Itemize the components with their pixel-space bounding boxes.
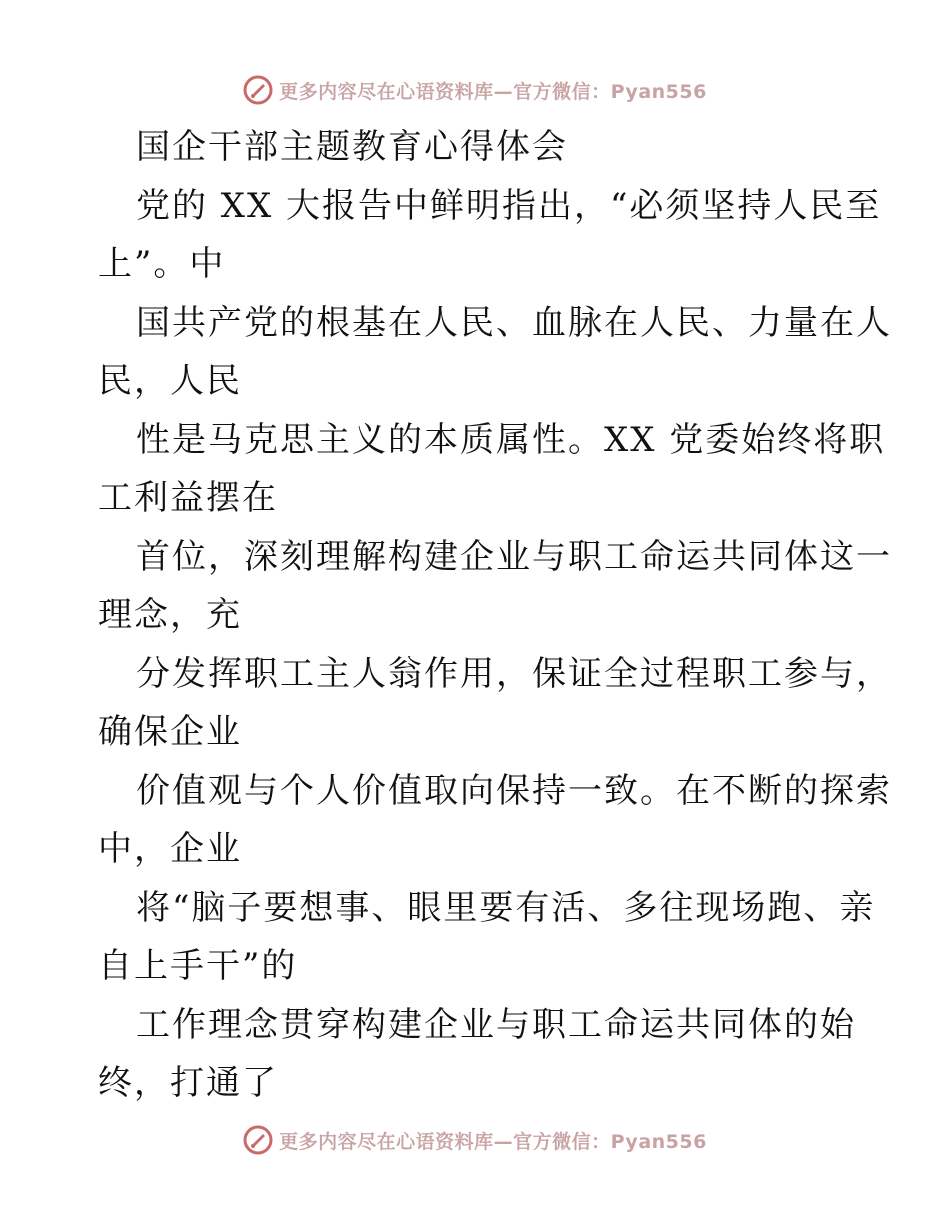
- paragraph-line: 国共产党的根基在人民、血脉在人民、力量在人: [136, 302, 892, 343]
- paragraph-line: 工作理念贯穿构建企业与职工命运共同体的始: [136, 1004, 856, 1045]
- paragraph-line: 中，企业: [98, 829, 242, 869]
- header-banner-text: 更多内容尽在心语资料库—官方微信：Pyan556: [279, 80, 707, 103]
- paragraph-line: 上”。中: [98, 244, 226, 284]
- paragraph-line: 价值观与个人价值取向保持一致。在不断的探索: [136, 770, 892, 811]
- paragraph-line: 终，打通了: [98, 1063, 278, 1103]
- paragraph-line: 理念，充: [98, 595, 242, 635]
- paragraph-line: 首位，深刻理解构建企业与职工命运共同体这一: [136, 536, 892, 577]
- paragraph-line: 自上手干”的: [98, 946, 298, 986]
- document-title: 国企干部主题教育心得体会: [136, 127, 568, 167]
- paragraph-line: 将“脑子要想事、眼里要有活、多往现场跑、亲: [136, 887, 876, 928]
- paragraph-line: 分发挥职工主人翁作用，保证全过程职工参与，: [136, 653, 892, 694]
- footer-watermark-banner: [0, 1120, 950, 1160]
- paragraph-line: 民，人民: [98, 361, 242, 401]
- document-body: [98, 118, 892, 1113]
- logo-icon: [243, 1125, 273, 1155]
- paragraph-line: 性是马克思主义的本质属性。XX 党委始终将职: [136, 419, 886, 460]
- paragraph-line: 确保企业: [98, 712, 242, 752]
- paragraph-line: 党的 XX 大报告中鲜明指出，“必须坚持人民至: [136, 185, 882, 226]
- paragraph-line: 工利益摆在: [98, 478, 278, 518]
- footer-banner-text: 更多内容尽在心语资料库—官方微信：Pyan556: [279, 1130, 707, 1153]
- header-watermark-banner: [0, 70, 950, 110]
- logo-icon: [243, 75, 273, 105]
